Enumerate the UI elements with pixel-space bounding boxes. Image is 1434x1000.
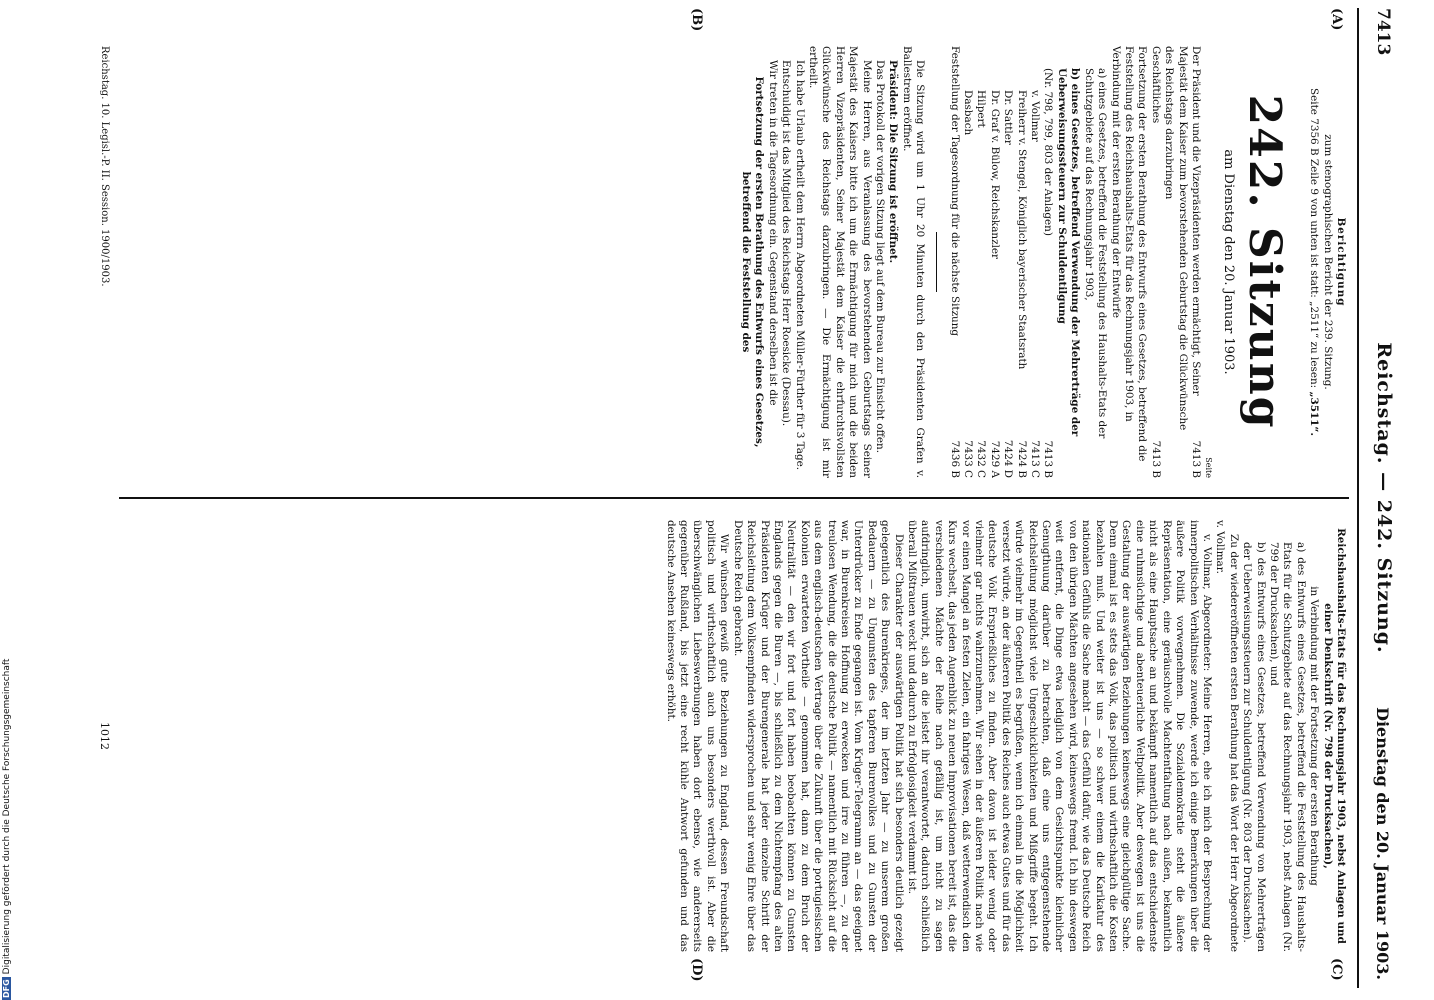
toc-entry: b) eines Gesetzes, betreffend Verwendung der Mehrerträge der Ueberweisungssteuern zur Schuldentilgung xyxy=(1055,68,1082,437)
newspaper-page xyxy=(25,8,1395,988)
session-date: am Dienstag den 20. Januar 1903. xyxy=(1220,149,1236,375)
header-rule xyxy=(1357,8,1359,988)
body-paragraph: Ich habe Urlaub ertheilt dem Herrn Abgeordneten Müller-Fürther für 3 Tage. xyxy=(793,60,806,471)
toc-entry: (Nr. 798, 799, 803 der Anlagen) 7413 B xyxy=(1042,68,1055,478)
body-paragraph: Zu der wiedereröffneten ersten Berathung hat das Wort der Herr Abgeordnete v. Vollmar. xyxy=(1214,520,1240,952)
right-column xyxy=(122,520,1347,952)
seite-label: Seite xyxy=(1204,457,1214,478)
table-of-contents xyxy=(947,46,1202,478)
digitization-note: Digitalisierung gefördert durch die Deutsche Forschungsgemeinschaft xyxy=(2,658,12,975)
session-title: 242. Sitzung xyxy=(1238,94,1290,430)
toc-entry: Feststellung der Tagesordnung für die nächste Sitzung 7436 B xyxy=(948,46,961,478)
margin-letter-b: (B) xyxy=(689,8,704,32)
toc-entry: Fortsetzung der ersten Berathung des Entwurfs eines Gesetzes, betreffend die Feststellung des Reichshaushalts-Etats für das Rechnungsjahr 1903, in Verbindung mit der ersten Berathung der Entwürfe xyxy=(1109,46,1149,462)
toc-entry: Dr. Sattler 7424 D xyxy=(1002,90,1015,478)
correction-text: Seite 7356 B Zeile 9 von unten ist statt: „2511“ zu lesen: xyxy=(1308,88,1321,389)
body-paragraph: in Verbindung mit der Fortsetzung der ersten Berathung xyxy=(1308,586,1321,886)
margin-letter-a: (A) xyxy=(1329,8,1344,31)
toc-entry: Der Präsident und die Vizepräsidenten werden ermächtigt, Seiner Majestät dem Kaiser zum bevorstehenden Geburtstag die Glückwünsche des Reichstags darzubringen 7413 B xyxy=(1163,46,1202,478)
signature-number: 1012 xyxy=(98,722,111,750)
margin-letter-c: (C) xyxy=(1329,958,1344,981)
correction-line xyxy=(1307,46,1320,478)
section-rule xyxy=(936,232,937,292)
toc-entry: Dr. Graf v. Bülow, Reichskanzler 7429 A xyxy=(988,90,1001,478)
toc-entry: Dasbach 7433 C xyxy=(962,90,975,478)
toc-entry: v. Vollmar 7413 C xyxy=(1029,90,1042,478)
body-paragraph: Entschuldigt ist das Mitglied des Reichstags Herr Roesicke (Dessau). xyxy=(780,60,793,427)
toc-entry: Freiherr v. Stengel, Königlich bayerischer Staatsrath 7424 B xyxy=(1015,90,1028,478)
header-date: Dienstag den 20. Januar 1903. xyxy=(1373,707,1392,980)
column-divider xyxy=(119,497,1349,499)
digitization-credit xyxy=(2,600,12,1000)
body-paragraph: Das Protokoll der vorigen Sitzung liegt auf dem Bureau zur Einsicht offen. xyxy=(874,60,887,454)
margin-letter-d: (D) xyxy=(689,958,704,982)
body-paragraph: Reichshaushalts-Etats für das Rechnungsjahr 1903, nebst Anlagen und einer Denkschrift (Nr. 798 der Drucksachen), xyxy=(1321,528,1347,944)
body-paragraph: Die Sitzung wird um 1 Uhr 20 Minuten durch den Präsidenten Grafen v. Ballestrem eröffnet. xyxy=(900,46,927,478)
dfg-logo-icon: DFG xyxy=(2,979,11,998)
page-header xyxy=(1361,8,1395,988)
body-paragraph: b) des Entwurfs eines Gesetzes, betreffend Verwendung von Mehrerträgen der Ueberweisungssteuern zur Schuldentilgung (Nr. 803 der Drucksachen). xyxy=(1241,542,1267,952)
body-paragraph: Fortsetzung der ersten Berathung des Entwurfs eines Gesetzes, betreffend die Feststellung des xyxy=(739,76,766,448)
body-paragraph: Wir wünschen gewiß gute Beziehungen zu England, dessen Freundschaft politisch und wirthschaftlich auch uns besonders werthvoll ist. Aber die überschwänglichen Liebeswerbungen haben dort ebenso, wie andererseits gegenüber Rußland, bis jetzt eine recht kühle Antwort gefunden und das deutsche Ansehen keineswegs erhöht. xyxy=(664,520,731,952)
header-title: Reichstag. — 242. Sitzung. xyxy=(1373,342,1395,654)
toc-entry: a) eines Gesetzes, betreffend die Feststellung des Haushalts-Etats der Schutzgebiete auf das Rechnungsjahr 1903, xyxy=(1082,68,1109,439)
left-column xyxy=(122,46,1347,478)
correction-heading: Berichtigung xyxy=(1335,217,1347,307)
body-paragraph: v. Vollmar, Abgeordneter: Meine Herren, ehe ich mich der Besprechung der innerpolitischen Verhältnisse zuwende, werde ich einige Bemerkungen über die äußere Politik vorwegnehmen. Die Sozialdemokratie steht die äußere Repräsentation, eine geräuschvolle Machtentfaltung nach außen, bekanntlich nicht als eine Hauptsache an und bekämpft namentlich auf das entschiedenste eine ruhmsüchtige und abenteuerliche Weltpolitik. Aber deswegen ist uns die Gestaltung der auswärtigen Beziehungen keineswegs eine gleichgültige Sache. Denn einmal ist es stets das Volk, das politisch und wirthschaftlich die Kosten bezahlen muß. Und weiter ist uns — so schwer einem die Karikatur des nationalen Gefühls die Sache macht — das Gefühl dafür, wie das Deutsche Reich von den übrigen Mächten angesehen wird, keineswegs fremd. Ich bin deswegen weit entfernt, die Dinge etwa lediglich von dem Gesichtspunkte kleinlicher Genugthuung darüber zu betrachten, daß eine uns entgegenstehende Reichsleitung möglichst viele Ungeschicklichkeiten und Mißgriffe begeht. Ich würde vielmehr im Gegentheil es begrüßen, wenn ich einmal in die Möglichkeit versetzt würde, an der äußeren Politik des Reiches auch etwas Gutes und für das deutsche Volk Ersprießliches zu finden. Aber davon ist leider wenig oder vielmehr gar nichts wahrzunehmen. Wir sehen in der äußeren Politik nach wie vor einen Mangel an festen Zielen, ein fahriges Wesen, daß wetterwendisch den Kurs wechselt, das jeden Augenblick zu neuen Improvisationen bereit ist, das die verschiedenen Mächte der Reihe nach gefällig ist, um nicht zu sagen aufdringlich, umwirbt, sich an die leistet ihr verantwortet, dadurch schließlich überall Mißtrauen weckt und dadurch zu Erfolglosigkeit verdammt ist. xyxy=(906,520,1213,952)
page-footer: Reichstag. 10. Legisl.-P. II. Session. 1900/1903. xyxy=(99,46,110,287)
body-paragraph: Meine Herren, aus Veranlassung des bevorstehenden Geburtstags Seiner Majestät des Kaisers bitte ich um die Ermächtigung für mich und die beiden Herren Vizepräsidenten, Seiner Majestät dem Kaiser die ehrfurchtsvollsten Glückwünsche des Reichstags darzubringen. — Die Ermächtigung ist mir ertheilt. xyxy=(807,46,873,478)
page-number: 7413 xyxy=(1373,8,1393,56)
body-paragraph: a) des Entwurfs eines Gesetzes, betreffend die Feststellung des Haushalts-Etats für die Schutzgebiete auf das Rechnungsjahr 1903, nebst Anlagen (Nr. 799 der Drucksachen), und xyxy=(1267,542,1307,952)
correction-sub: zum stenographischen Bericht der 239. Sitzung. xyxy=(1321,134,1334,390)
toc-entry: Hilpert 7432 C xyxy=(975,90,988,478)
correction-value: „3511“. xyxy=(1308,391,1321,436)
body-paragraph: Wir treten in die Tagesordnung ein. Gegenstand derselben ist die xyxy=(766,60,779,406)
body-paragraph: Dieser Charakter der auswärtigen Politik hat sich besonders deutlich gezeigt gelegentlich des Burenkrieges, der im letzten Jahr — zu unserem großen Bedauern — zu Ungunsten des tapferen Burenvolkes und zu Gunsten der Unterdrücker zu Ende gegangen ist. Vom Krüger-Telegramm an — das geeignet war, in Burenkreisen Hoffnung zu erwecken und irre zu führen —, zu der treulosen Wendung, die die deutsche Politik — namentlich mit Rücksicht auf die aus dem englisch-deutschen Vertrage über die Zukunft über die portugiesischen Kolonien erwarteten Vortheile — genommen hat, dann zu dem Bruch der Neutralität — den wir fort und fort haben beobachten können zu Gunsten Englands gegen die Buren —, bis schließlich zu dem Nichtempfang des alten Präsidenten Krüger und der Burengenerale hat jeder einzelne Schritt der Reichsleitung dem Volksempfinden widersprochen und sehr wenig Ehre über das Deutsche Reich gebracht. xyxy=(731,520,905,952)
body-paragraph: Präsident: Die Sitzung ist eröffnet. xyxy=(887,60,900,264)
toc-entry: Geschäftliches 7413 B xyxy=(1149,46,1162,478)
